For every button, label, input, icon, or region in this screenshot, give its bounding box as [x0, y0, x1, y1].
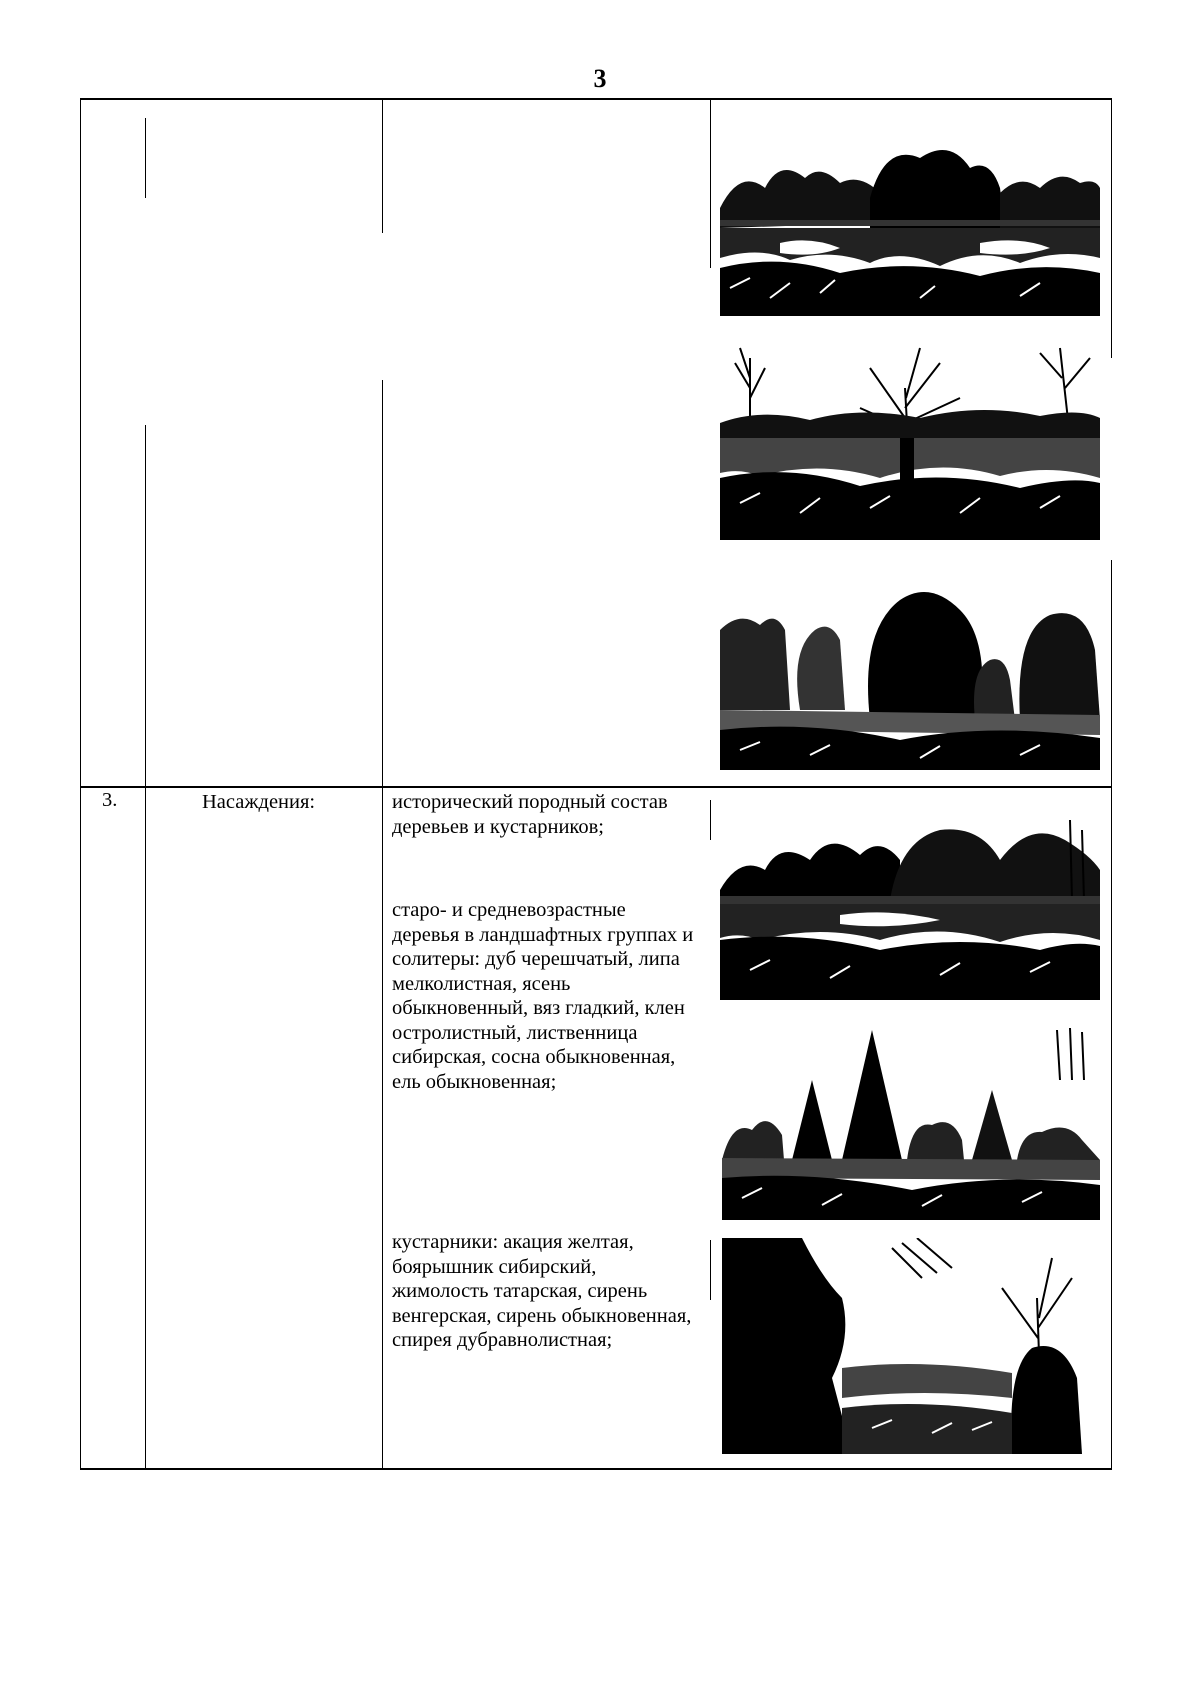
- description-item: старо- и средневозрастные деревья в ландшафтных группах и солитеры: дуб черешчатый, липа мелколистная, ясень обыкновенный, вяз гладкий, клен остролистный, лиственница сибирская, сосна обыкновенная, ель обыкновенная;: [392, 899, 694, 1093]
- conifer-trees-photo: [722, 1020, 1100, 1220]
- table-row-divider: [80, 786, 1112, 788]
- table-top-border: [80, 98, 1112, 100]
- column-divider-number: [145, 425, 146, 1470]
- table-right-border: [1111, 560, 1112, 1470]
- table-left-border: [80, 98, 81, 1470]
- table-bottom-border: [80, 1468, 1112, 1470]
- page-number: 3: [593, 64, 607, 93]
- pond-reflection-photo: [720, 800, 1100, 1000]
- column-divider-name: [382, 98, 383, 233]
- column-divider-number: [145, 118, 146, 198]
- column-divider-description: [710, 98, 711, 268]
- row-name: Насаждения:: [202, 791, 316, 813]
- shrubs-trees-photo: [722, 1238, 1100, 1454]
- row-number: 3.: [102, 789, 118, 811]
- meadow-tree-photo: [720, 328, 1100, 540]
- description-item: исторический породный состав деревьев и кустарников;: [392, 791, 668, 838]
- table-right-border: [1111, 98, 1112, 358]
- column-divider-description: [710, 1240, 711, 1300]
- column-divider-name: [382, 380, 383, 1470]
- pond-landscape-photo: [720, 148, 1100, 316]
- tree-group-photo: [720, 570, 1100, 770]
- column-divider-description: [710, 800, 711, 840]
- description-item: кустарники: акация желтая, боярышник сибирский, жимолость татарская, сирень венгерская, сирень обыкновенная, спирея дубравнолистная;: [392, 1231, 692, 1351]
